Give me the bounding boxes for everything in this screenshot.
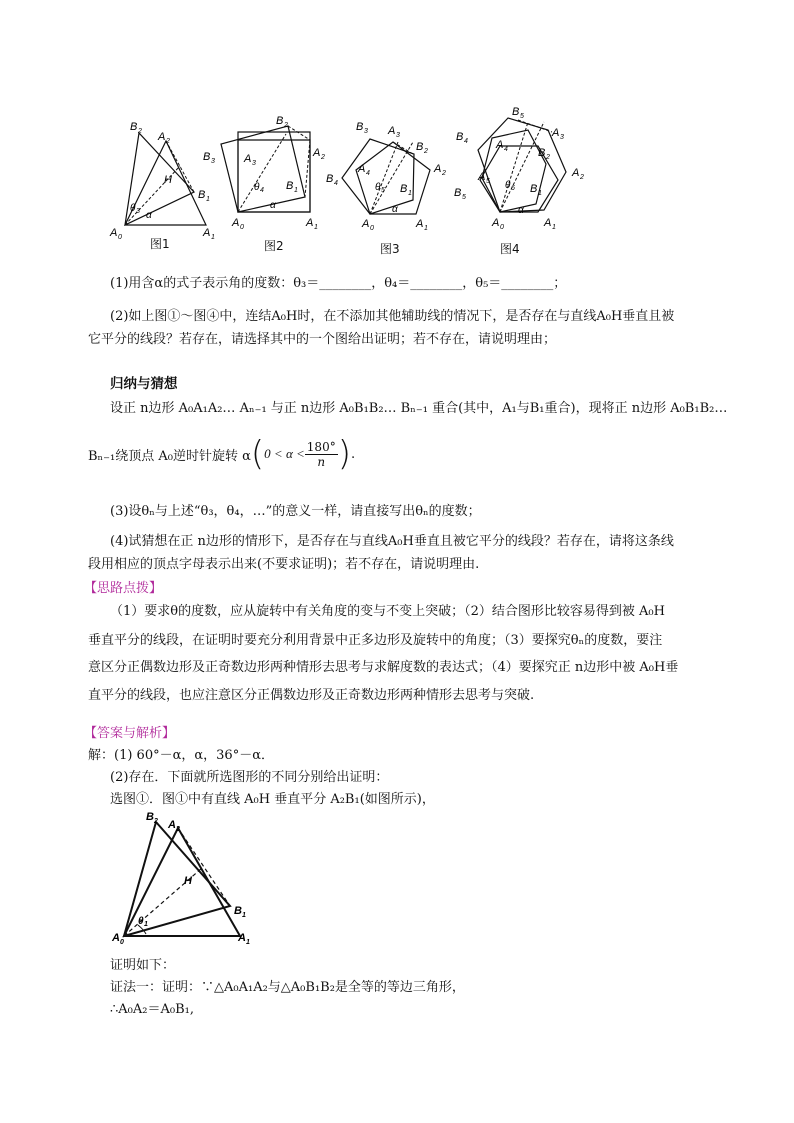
- question-3: (3)设θₙ与上述“θ₃，θ₄，…”的意义一样，请直接写出θₙ的度数；: [110, 504, 481, 519]
- svg-text:θ: θ: [254, 182, 260, 193]
- svg-text:2: 2: [154, 818, 158, 825]
- svg-text:H: H: [184, 875, 192, 887]
- svg-text:B: B: [276, 115, 284, 127]
- svg-text:4: 4: [334, 180, 338, 187]
- svg-text:4: 4: [504, 146, 508, 153]
- svg-text:3: 3: [211, 158, 215, 165]
- svg-text:B: B: [538, 147, 546, 159]
- hint-line-4: 直平分的线段，也应注意区分正偶数边形及正奇数边形两种情形去思考与突破.: [88, 688, 535, 703]
- section-heading: 归纳与猜想: [110, 376, 178, 392]
- rotation-text: Bₙ₋₁绕顶点 A₀逆时针旋转 α: [88, 448, 251, 464]
- svg-text:A: A: [232, 217, 240, 229]
- svg-text:1: 1: [211, 234, 215, 241]
- svg-text:θ: θ: [505, 180, 511, 191]
- svg-text:3: 3: [560, 134, 564, 141]
- svg-text:1: 1: [206, 196, 210, 203]
- figure-2-caption: 图2: [264, 239, 284, 253]
- svg-text:1: 1: [552, 224, 556, 231]
- svg-text:2: 2: [442, 170, 446, 177]
- general-statement-line-1: 设正 n边形 A₀A₁A₂… Aₙ₋₁ 与正 n边形 A₀B₁B₂… Bₙ₋₁ 重合(其中，A₁与B₁重合)，现将正 n边形 A₀B₁B₂…: [110, 401, 728, 416]
- svg-text:α: α: [518, 205, 524, 216]
- figure-4-caption: 图4: [500, 242, 520, 256]
- svg-text:1: 1: [424, 225, 428, 232]
- svg-text:0: 0: [370, 225, 374, 232]
- svg-text:1: 1: [314, 224, 318, 231]
- svg-text:A: A: [238, 932, 246, 944]
- figure-2: [198, 112, 336, 242]
- svg-text:0: 0: [120, 939, 124, 946]
- svg-text:B: B: [416, 141, 424, 153]
- svg-text:θ: θ: [130, 203, 136, 214]
- svg-text:B: B: [400, 183, 408, 195]
- svg-text:5: 5: [462, 194, 466, 201]
- hint-tag: 【思路点拨】: [84, 581, 163, 596]
- svg-text:A: A: [110, 227, 118, 239]
- svg-text:A: A: [112, 932, 120, 944]
- figure-4: [448, 100, 598, 240]
- svg-text:A: A: [358, 163, 366, 175]
- svg-text:2: 2: [321, 154, 325, 161]
- svg-text:5: 5: [381, 187, 385, 194]
- answer-line-2: (2)存在．下面就所选图形的不同分别给出证明：: [110, 770, 389, 785]
- svg-text:3: 3: [396, 132, 400, 139]
- svg-text:1: 1: [246, 939, 250, 946]
- svg-text:B: B: [198, 189, 206, 201]
- svg-text:4: 4: [260, 187, 264, 194]
- question-4-line-2: 段用相应的顶点字母表示出来(不要求证明)；若不存在，请说明理由.: [88, 557, 480, 572]
- fraction-180-over-n: [305, 440, 338, 469]
- general-statement-line-2: [88, 434, 355, 474]
- right-paren: ): [337, 434, 351, 474]
- answer-tag: 【答案与解析】: [84, 726, 176, 741]
- period: .: [350, 446, 356, 462]
- svg-text:B: B: [356, 121, 364, 133]
- answer-line-6: ∴A₀A₂＝A₀B₁,: [110, 1002, 194, 1017]
- hint-line-3: 意区分正偶数边形及正奇数边形两种情形去思考与求解度数的表达式；（4）要探究正 n边形中被 A₀H垂: [88, 660, 679, 675]
- svg-text:5: 5: [520, 113, 524, 120]
- svg-text:A: A: [544, 217, 552, 229]
- svg-text:A: A: [388, 125, 396, 137]
- svg-text:A: A: [478, 171, 486, 183]
- answer-line-4: 证明如下：: [110, 958, 176, 973]
- svg-text:0: 0: [500, 224, 504, 231]
- svg-text:A: A: [362, 218, 370, 230]
- question-1: (1)用含α的式子表示角的度数：θ₃＝________，θ₄＝________，θ₅＝________；: [110, 276, 567, 291]
- answer-line-5: 证法一：证明：∵△A₀A₁A₂与△A₀B₁B₂是全等的等边三角形，: [110, 980, 465, 995]
- svg-text:A: A: [492, 217, 500, 229]
- svg-text:2: 2: [424, 148, 428, 155]
- answer-figure: [108, 808, 268, 950]
- svg-text:A: A: [168, 819, 176, 831]
- answer-line-1: 解：(1) 60°－α，α，36°－α．: [88, 748, 274, 763]
- svg-text:A: A: [416, 218, 424, 230]
- svg-text:A: A: [306, 217, 314, 229]
- svg-text:2: 2: [580, 174, 584, 181]
- svg-text:α: α: [146, 210, 152, 221]
- fraction-numerator: 180°: [306, 439, 336, 454]
- svg-text:B: B: [146, 811, 154, 823]
- svg-text:4: 4: [464, 138, 468, 145]
- svg-text:2: 2: [166, 138, 170, 145]
- svg-text:θ: θ: [375, 182, 381, 193]
- svg-text:A: A: [434, 163, 442, 175]
- figure-1-caption: 图1: [150, 237, 170, 251]
- hint-line-2: 垂直平分的线段，在证明时要充分利用背景中正多边形及旋转中的角度；（3）要探究θₙ的度数，要注: [88, 633, 663, 648]
- question-2-line-2: 它平分的线段？若存在，请选择其中的一个图给出证明；若不存在，请说明理由；: [88, 332, 557, 347]
- svg-text:A: A: [552, 127, 560, 139]
- svg-text:A: A: [572, 167, 580, 179]
- svg-text:α: α: [392, 204, 398, 215]
- svg-text:B: B: [456, 131, 464, 143]
- inequality-left: 0 < α <: [264, 446, 305, 461]
- svg-text:A: A: [158, 131, 166, 143]
- svg-text:2: 2: [176, 826, 180, 833]
- svg-text:B: B: [130, 121, 138, 133]
- svg-text:B: B: [286, 180, 294, 192]
- svg-text:B: B: [203, 151, 211, 163]
- svg-text:H: H: [164, 174, 172, 186]
- svg-text:0: 0: [240, 224, 244, 231]
- svg-text:A: A: [313, 147, 321, 159]
- svg-text:2: 2: [138, 128, 142, 135]
- svg-text:2: 2: [284, 122, 288, 129]
- answer-line-3: 选图①．图①中有直线 A₀H 垂直平分 A₂B₁(如图所示)，: [110, 792, 435, 807]
- fraction-denominator: n: [317, 454, 326, 469]
- svg-text:A: A: [496, 139, 504, 151]
- question-4-line-1: (4)试猜想在正 n边形的情形下，是否存在与直线A₀H垂直且被它平分的线段？若存在，请将这条线: [110, 534, 674, 549]
- svg-text:B: B: [454, 187, 462, 199]
- figure-3: [318, 112, 460, 242]
- figure-3-caption: 图3: [380, 242, 400, 256]
- svg-text:1: 1: [408, 190, 412, 197]
- svg-text:6: 6: [511, 185, 515, 192]
- svg-text:3: 3: [364, 128, 368, 135]
- svg-text:B: B: [326, 173, 334, 185]
- svg-text:1: 1: [538, 190, 542, 197]
- hint-line-1: （1）要求θ的度数，应从旋转中有关角度的变与不变上突破；（2）结合图形比较容易得到被 A₀H: [110, 604, 665, 619]
- svg-text:B: B: [530, 183, 538, 195]
- svg-text:A: A: [203, 227, 211, 239]
- svg-text:θ: θ: [138, 916, 144, 927]
- svg-text:1: 1: [242, 912, 246, 919]
- svg-text:A: A: [244, 153, 252, 165]
- svg-text:5: 5: [486, 178, 490, 185]
- svg-text:1: 1: [144, 921, 148, 928]
- left-paren: (: [250, 434, 265, 474]
- svg-text:3: 3: [136, 208, 140, 215]
- svg-text:4: 4: [366, 170, 370, 177]
- svg-text:1: 1: [294, 187, 298, 194]
- question-2-line-1: (2)如上图①～图④中，连结A₀H时，在不添加其他辅助线的情况下，是否存在与直线A₀H垂直且被: [110, 309, 675, 324]
- svg-text:0: 0: [118, 234, 122, 241]
- svg-text:α: α: [270, 200, 276, 211]
- svg-text:3: 3: [252, 160, 256, 167]
- svg-text:B: B: [512, 106, 520, 118]
- svg-text:2: 2: [546, 154, 550, 161]
- svg-text:B: B: [234, 905, 242, 917]
